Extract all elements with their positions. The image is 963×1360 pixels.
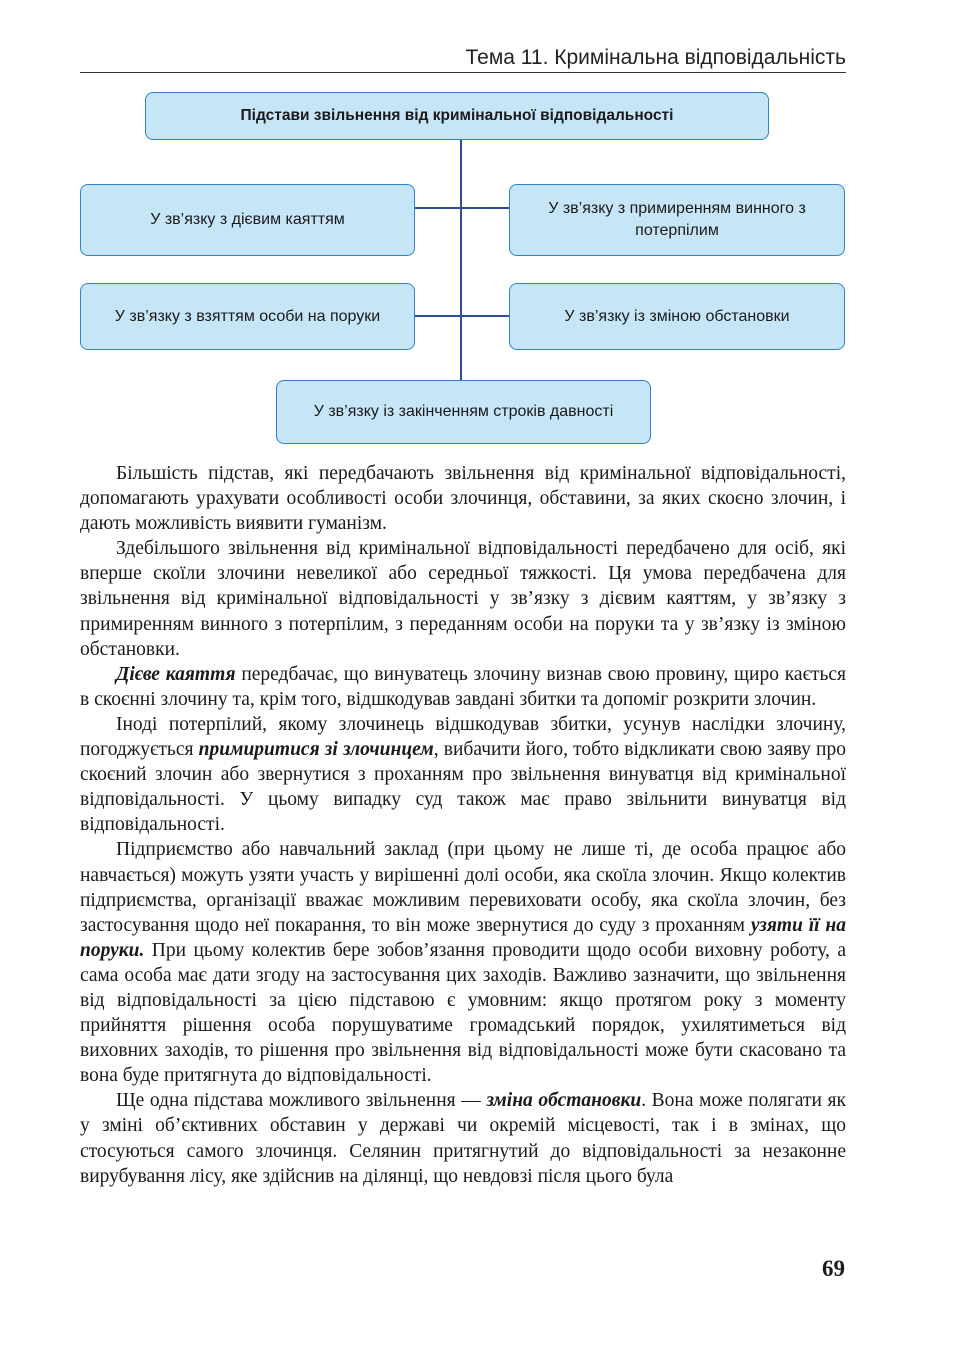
text-run: Підприємство або навчальний заклад (при цьому не лише ті, де особа працює або навчається) можуть узяти участь у вирішенні долі особи, яка скоїла злочин. Якщо колектив підприємства, організації вважає можливим перевиховати особу, яка скоїла злочин, без застосування щодо неї покарання, то він може звернутися до суду з проханням — [80, 839, 846, 936]
paragraph — [80, 837, 846, 1088]
connector-row2 — [414, 315, 510, 317]
emphasized-term: Дієве каяття — [116, 663, 236, 685]
paragraph — [80, 712, 846, 837]
diagram-item-reconciliation: У зв’язку з примиренням винного з потерпілим — [509, 184, 845, 256]
emphasized-term: зміна обстановки — [486, 1090, 642, 1112]
text-run: . Вона може полягати як у зміні об’єктивних обставин у державі чи окремій місцевості, так і в змінах, що стосуються самого злочинця. Селянин притягнутий до відповідальності за незаконне вирубування лісу, яке здійснив на ділянці, що невдовзі після цього була — [80, 1090, 846, 1187]
diagram-item-bail: У зв’язку з взяттям особи на поруки — [80, 283, 415, 350]
diagram-root-box: Підстави звільнення від кримінальної відповідальності — [145, 92, 769, 140]
text-run: передбачає, що винуватець злочину визнав свою провину, щиро кається в скоєнні злочину та, крім того, відшкодував завдані збитки та допоміг розкрити злочин. — [80, 663, 846, 710]
text-run: Ще одна підстава можливого звільнення — — [116, 1090, 487, 1112]
body-text — [80, 461, 846, 1189]
connector-vertical — [460, 139, 462, 380]
text-run: При цьому колектив бере зобов’язання проводити щодо особи виховну роботу, а сама особа має дати згоду на застосування цих заходів. Важливо зазначити, що звільнення від відповідальності за цією підставою є умовним: якщо протягом року з моменту прийняття рішення особа порушуватиме громадський порядок, ухилятиметься від виховних заходів, то рішення про звільнення від відповідальності може бути скасовано та вона буде притягнута до відповідальності. — [80, 939, 846, 1087]
emphasized-term: примиритися зі злочинцем — [198, 739, 434, 761]
text-run: Більшість підстав, які передбачають звільнення від кримінальної відповідальності, допомагають урахувати особливості особи злочинця, обставини, за яких скоєно злочин, і дають можливість виявити гуманізм. — [80, 463, 846, 535]
release-grounds-diagram — [0, 0, 963, 460]
text-run: , вибачити його, тобто відкликати свою заяву про скоєний злочин або звернутися з проханням про звільнення винуватця від кримінальної відповідальності. У цьому випадку суд також має право звільнити винуватця від відповідальності. — [80, 739, 846, 836]
paragraph — [80, 662, 846, 712]
paragraph — [80, 1088, 846, 1188]
diagram-item-limitation-period: У зв’язку із закінченням строків давності — [276, 380, 651, 444]
emphasized-term: узяти її на поруки. — [80, 914, 846, 961]
text-run: Іноді потерпілий, якому злочинець відшкодував збитки, усунув наслідки злочину, погоджується — [80, 713, 846, 761]
page-number: 69 — [822, 1256, 845, 1281]
paragraph — [80, 536, 846, 661]
paragraph — [80, 461, 846, 536]
diagram-item-active-repentance: У зв’язку з дієвим каяттям — [80, 184, 415, 256]
running-header: Тема 11. Кримінальна відповідальність — [80, 44, 846, 73]
text-run: Здебільшого звільнення від кримінальної відповідальності передбачено для осіб, які вперше скоїли злочини невеликої або середньої тяжкості. Ця умова передбачена для звільнення від кримінальної відповідальності у зв’язку з дієвим каяттям, у зв’язку з примиренням винного з потерпілим, з переданням особи на поруки та у зв’язку із зміною обстановки. — [80, 538, 846, 660]
connector-row1 — [414, 207, 510, 209]
diagram-item-change-of-situation: У зв’язку із зміною обстановки — [509, 283, 845, 350]
